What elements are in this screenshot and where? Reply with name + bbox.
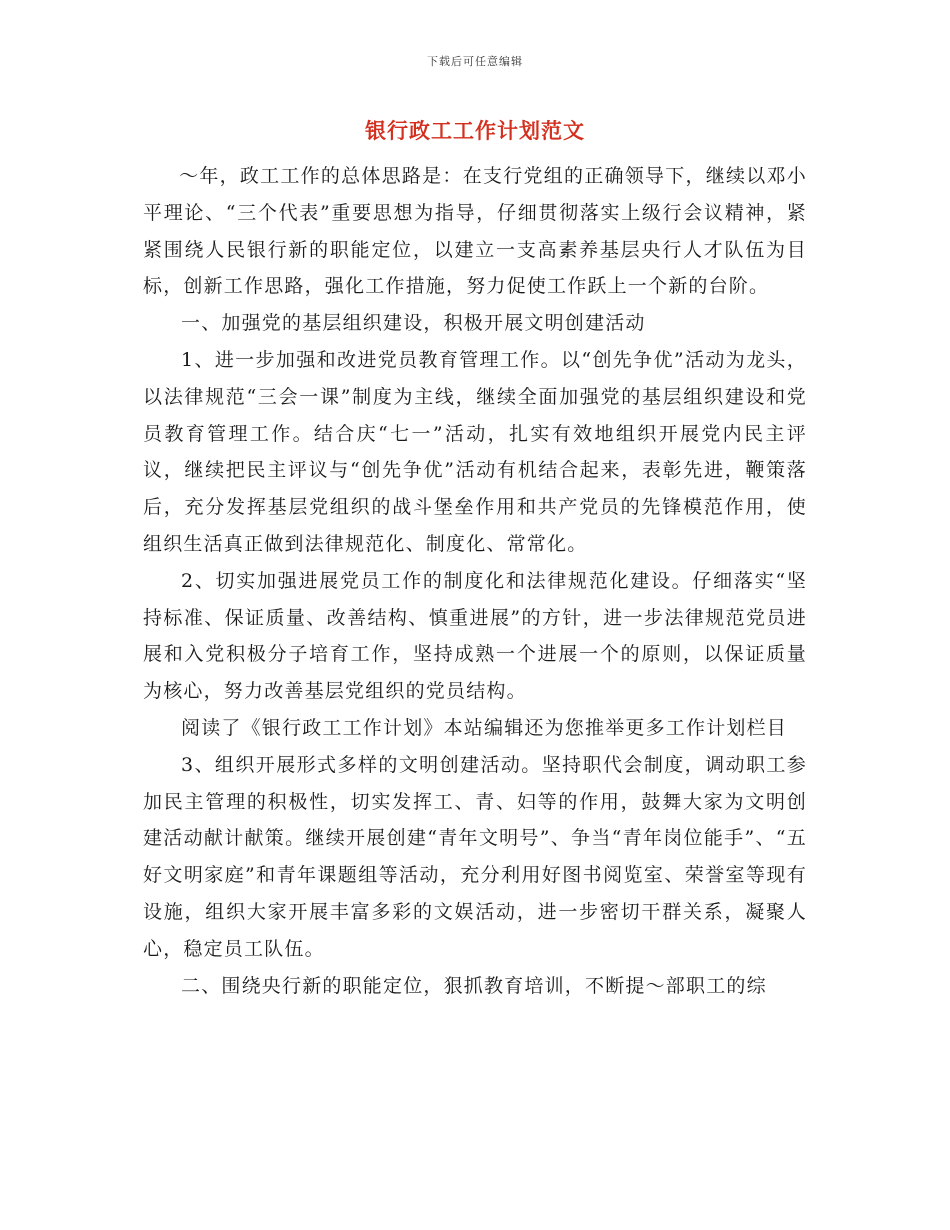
- section-heading-1: 一、加强党的基层组织建设，积极开展文明创建活动: [181, 312, 646, 335]
- paragraph-intro: ～年，政工工作的总体思路是：在支行党组的正确领导下，继续以邓小平理论、“三个代表”重要思想为指导，仔细贯彻落实上级行会议精神，紧紧围绕人民银行新的职能定位，以建立一支高素养基层央行人才队伍为目标，创新工作思路，强化工作措施，努力促使工作跃上一个新的台阶。: [143, 165, 807, 298]
- section-heading-2: 二、围绕央行新的职能定位，狠抓教育培训，不断提～部职工的综: [181, 974, 767, 997]
- document-body: [143, 158, 807, 1004]
- paragraph-item-1: 1、进一步加强和改进党员教育管理工作。以“创先争优”活动为龙头，以法律规范“三会一课”制度为主线，继续全面加强党的基层组织建设和党员教育管理工作。结合庆“七一”活动，扎实有效地组织开展党内民主评议，继续把民主评议与“创先争优”活动有机结合起来，表彰先进，鞭策落后，充分发挥基层党组织的战斗堡垒作用和共产党员的先锋模范作用，使组织生活真正做到法律规范化、制度化、常常化。: [143, 348, 807, 555]
- paragraph-recommendation: 阅读了《银行政工工作计划》本站编辑还为您推举更多工作计划栏目: [181, 716, 788, 739]
- page-header-note: 下载后可任意编辑: [427, 55, 523, 68]
- paragraph-item-2: 2、切实加强进展党员工作的制度化和法律规范化建设。仔细落实“坚持标准、保证质量、改善结构、慎重进展”的方针，进一步法律规范党员进展和入党积极分子培育工作，坚持成熟一个进展一个的原则，以保证质量为核心，努力改善基层党组织的党员结构。: [143, 569, 807, 703]
- document-title: 银行政工工作计划范文: [365, 118, 585, 143]
- paragraph-item-3: 3、组织开展形式多样的文明创建活动。坚持职代会制度，调动职工参加民主管理的积极性，切实发挥工、青、妇等的作用，鼓舞大家为文明创建活动献计献策。继续开展创建“青年文明号”、争当“青年岗位能手”、“五好文明家庭”和青年课题组等活动，充分利用好图书阅览室、荣誉室等现有设施，组织大家开展丰富多彩的文娱活动，进一步密切干群关系，凝聚人心，稳定员工队伍。: [143, 753, 807, 960]
